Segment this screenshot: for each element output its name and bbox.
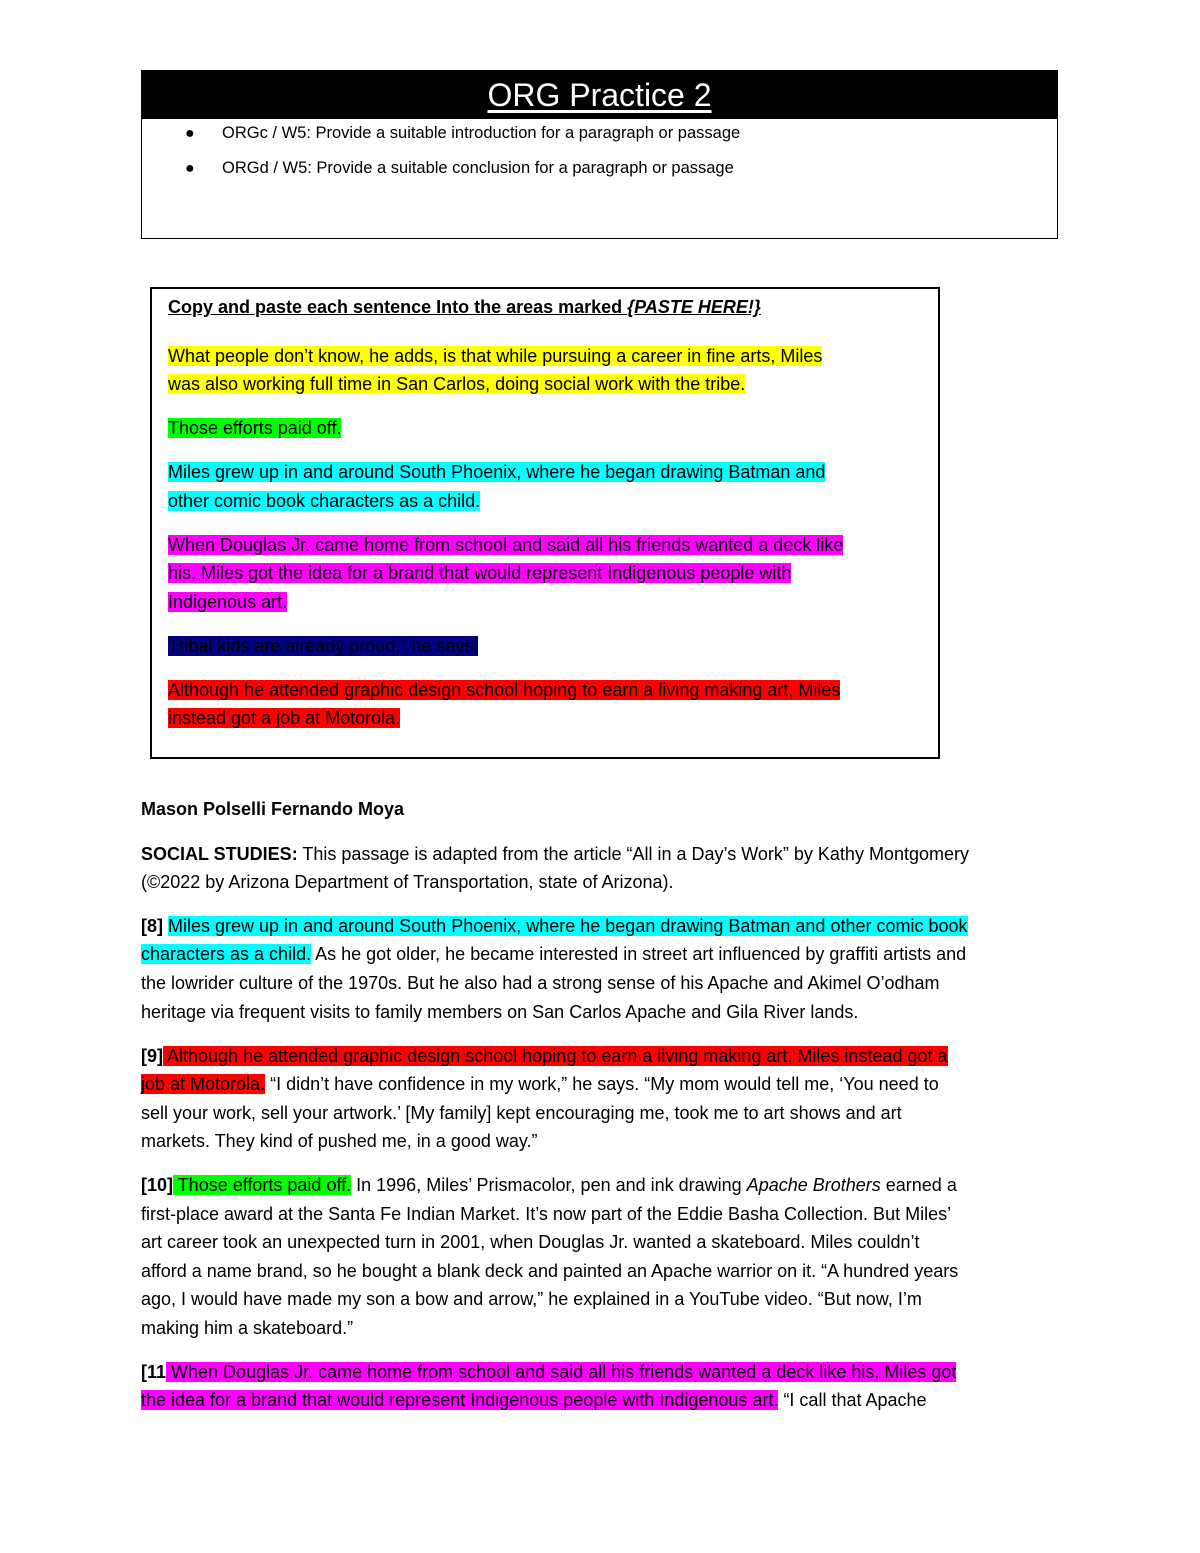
paragraph-8-line: the lowrider culture of the 1970s. But he also had a strong sense of his Apache and Akimel O’odham: [141, 973, 940, 993]
paragraph-10-line: making him a skateboard.”: [141, 1318, 354, 1338]
paragraph-11-line: the idea for a brand that would represent Indigenous people with Indigenous art. “I call that Apache: [141, 1390, 927, 1410]
paragraph-10-line: afford a name brand, so he bought a blank deck and painted an Apache warrior on it. “A hundred years: [141, 1261, 959, 1281]
paragraph-8-line: heritage via frequent visits to family members on San Carlos Apache and Gila River lands.: [141, 1002, 859, 1022]
objective-item: ● ORGd / W5: Provide a suitable conclusion for a paragraph or passage: [185, 159, 734, 177]
paragraph-9-line: sell your work, sell your artwork.’ [My family] kept encouraging me, took me to art shows and art: [141, 1103, 902, 1123]
author-line: Mason Polselli Fernando Moya: [141, 799, 405, 819]
paragraph-11-line: [11 When Douglas Jr. came home from school and said all his friends wanted a deck like his, Miles got: [141, 1362, 957, 1382]
title-bar: [142, 71, 1057, 119]
sentence-line: Tribal kids are already proud,” he says.: [168, 636, 479, 656]
intro-line: (©2022 by Arizona Department of Transportation, state of Arizona).: [141, 872, 674, 892]
sentence-line: Although he attended graphic design school hoping to earn a living making art, Miles: [168, 680, 841, 700]
sentence-line: his, Miles got the idea for a brand that would represent Indigenous people with: [168, 563, 792, 583]
sentence-line: instead got a job at Motorola.: [168, 708, 401, 728]
sentence-line: Miles grew up in and around South Phoenix, where he began drawing Batman and: [168, 462, 826, 482]
objective-item: ● ORGc / W5: Provide a suitable introduction for a paragraph or passage: [185, 124, 741, 142]
bullet-icon: ●: [185, 160, 195, 177]
sentence-line: other comic book characters as a child.: [168, 491, 481, 511]
instructions-box: [150, 287, 940, 759]
paragraph-8-line: characters as a child. As he got older, he became interested in street art influenced by graffiti artists and: [141, 944, 967, 964]
header-table: [141, 70, 1058, 239]
paragraph-9-line: [9] Although he attended graphic design school hoping to earn a living making art, Miles instead got a: [141, 1046, 948, 1066]
sentence-line: Indigenous art.: [168, 592, 288, 612]
paragraph-9-line: job at Motorola. “I didn’t have confidence in my work,” he says. “My mom would tell me, ‘You need to: [141, 1074, 939, 1094]
paragraph-10-line: [10] Those efforts paid off. In 1996, Miles’ Prismacolor, pen and ink drawing Apache Brothers earned a: [141, 1175, 957, 1195]
sentence-line: Those efforts paid off.: [168, 418, 342, 438]
bullet-icon: ●: [185, 125, 195, 142]
instructions-title: Copy and paste each sentence Into the areas marked {PASTE HERE!}: [168, 297, 761, 317]
sentence-line: was also working full time in San Carlos, doing social work with the tribe.: [168, 374, 746, 394]
paragraph-10-line: ago, I would have made my son a bow and arrow,” he explained in a YouTube video. “But now, I’m: [141, 1289, 922, 1309]
sentence-line: What people don’t know, he adds, is that while pursuing a career in fine arts, Miles: [168, 346, 823, 366]
paragraph-10-line: art career took an unexpected turn in 2001, when Douglas Jr. wanted a skateboard. Miles couldn’t: [141, 1232, 920, 1252]
paragraph-8-line: [8] Miles grew up in and around South Phoenix, where he began drawing Batman and other comic book: [141, 916, 968, 936]
paragraph-10-line: first-place award at the Santa Fe Indian Market. It’s now part of the Eddie Basha Collection. But Miles’: [141, 1204, 952, 1224]
page-title: ORG Practice 2: [487, 76, 712, 113]
paragraph-9-line: markets. They kind of pushed me, in a good way.”: [141, 1131, 538, 1151]
intro-line: SOCIAL STUDIES: This passage is adapted from the article “All in a Day’s Work” by Kathy Montgomery: [141, 844, 969, 864]
sentence-line: When Douglas Jr. came home from school and said all his friends wanted a deck like: [168, 535, 844, 555]
